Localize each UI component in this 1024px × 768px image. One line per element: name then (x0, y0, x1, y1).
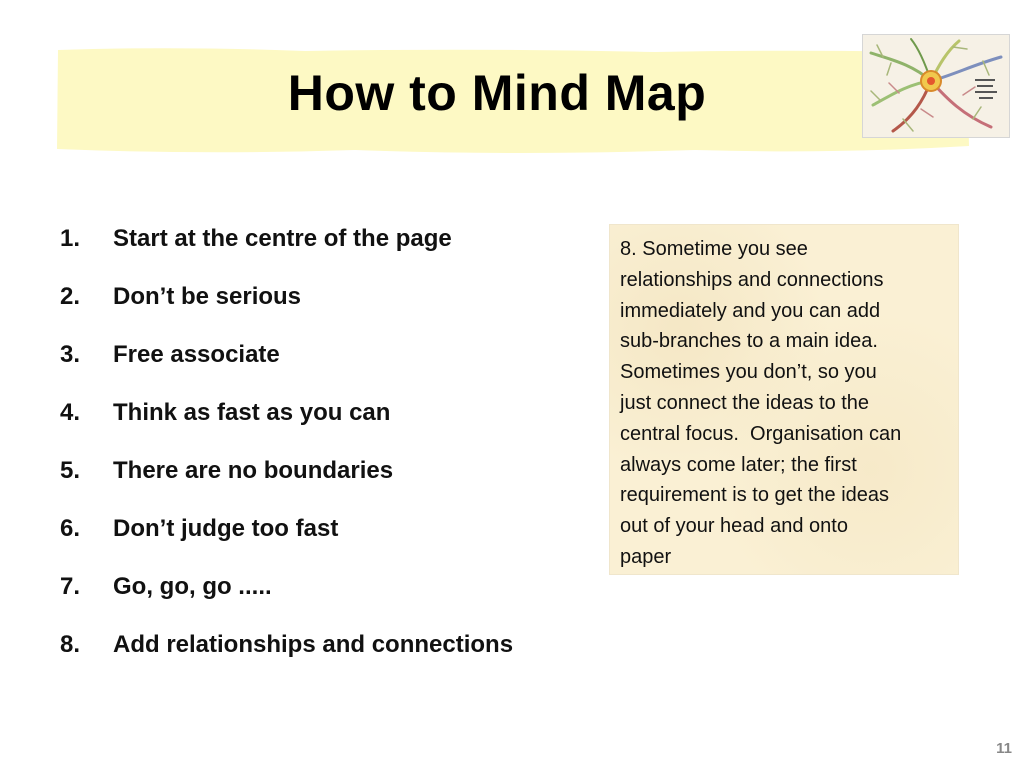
list-item: 5. There are no boundaries (60, 457, 394, 484)
note-line: sub-branches to a main idea. (620, 330, 878, 353)
note-line: requirement is to get the ideas (620, 484, 890, 507)
note-line: out of your head and onto (620, 515, 848, 538)
note-line: relationships and connections (620, 268, 884, 291)
list-item: 6. Don’t judge too fast (60, 515, 339, 542)
list-item: 2. Don’t be serious (60, 283, 302, 310)
note-line: 8. Sometime you see (620, 238, 808, 260)
note-line: paper (620, 545, 672, 568)
note-line: central focus. Organisation can (620, 422, 902, 445)
list-item: 3. Free associate (60, 341, 280, 368)
mind-map-image (863, 35, 1009, 137)
list-item: 8. Add relationships and connections (60, 631, 514, 658)
mind-map-thumbnail (862, 34, 1010, 138)
note-box (609, 224, 959, 575)
list-item: 7. Go, go, go ..... (60, 573, 272, 600)
list-item: 4. Think as fast as you can (60, 399, 391, 426)
note-line: always come later; the first (620, 453, 857, 476)
page-title: How to Mind Map (287, 65, 707, 121)
list-item: 1. Start at the centre of the page (60, 225, 452, 252)
note-line: just connect the ideas to the (620, 391, 870, 414)
steps-list (60, 222, 513, 686)
note-line: Sometimes you don’t, so you (620, 361, 877, 384)
page-number: 11 (996, 740, 1012, 757)
note-line: immediately and you can add (620, 299, 881, 322)
